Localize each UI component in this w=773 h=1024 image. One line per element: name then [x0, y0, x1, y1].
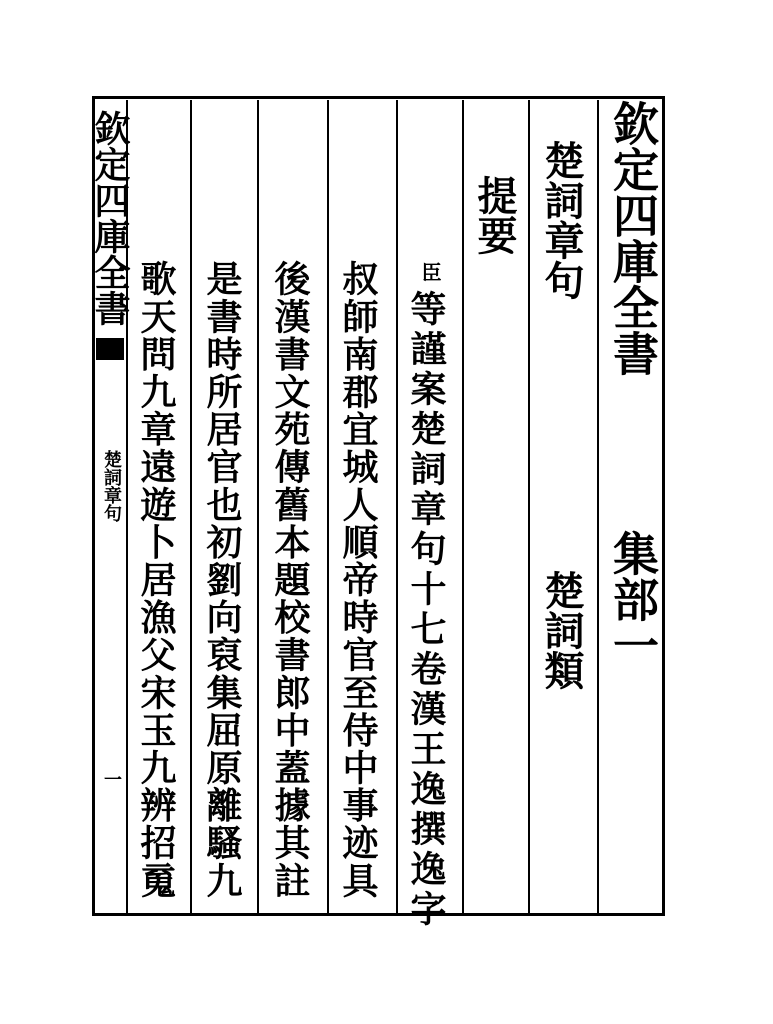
fish-tail-mark [96, 338, 124, 360]
column-divider [257, 100, 259, 913]
column-divider [528, 100, 530, 913]
sub-category: 楚詞類 [538, 570, 585, 690]
top-border [92, 96, 665, 99]
body-column: 後漢書文苑傳舊本題校書郎中蓋據其註 [269, 260, 311, 900]
column-divider [462, 100, 464, 913]
bottom-border [92, 913, 665, 916]
page-title: 欽定四庫全書 [606, 100, 660, 376]
column-divider [597, 100, 599, 913]
body-column: 等謹案楚詞章句十七卷漢王逸撰逸字 [405, 290, 447, 930]
category-label: 集部一 [606, 530, 660, 668]
margin-page-number: 一 [101, 770, 122, 788]
margin-title: 欽定四庫全書 [89, 110, 131, 326]
body-column: 叔師南郡宜城人順帝時官至侍中事迹具 [337, 260, 379, 900]
section-heading: 提要 [471, 175, 518, 255]
margin-book-title: 楚詞章句 [101, 450, 122, 522]
body-column: 歌天問九章遠遊卜居漁父宋玉九辨招䰟 [135, 260, 177, 900]
column-divider [190, 100, 192, 913]
column-divider [396, 100, 398, 913]
body-column-lead: 臣 [418, 262, 442, 282]
book-title: 楚詞章句 [538, 140, 585, 300]
right-border [662, 96, 665, 916]
body-column: 是書時所居官也初劉向裒集屈原離騷九 [201, 260, 243, 900]
column-divider [327, 100, 329, 913]
